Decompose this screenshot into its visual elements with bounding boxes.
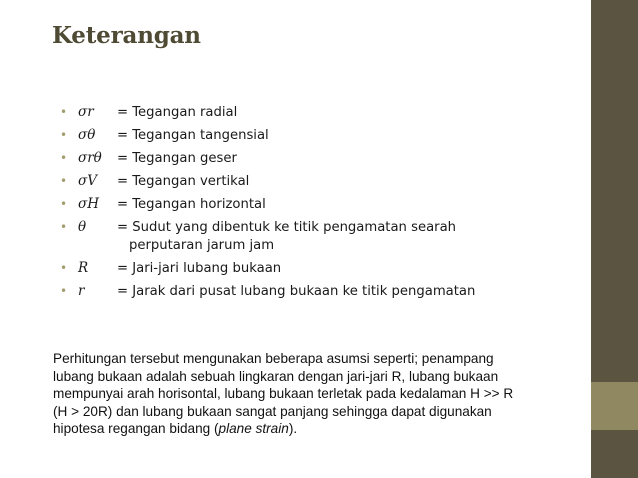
definition: [117, 193, 580, 216]
definition: [117, 124, 580, 147]
symbol: σr: [78, 104, 94, 120]
emphasis-text: plane strain: [218, 421, 289, 437]
symbol: R: [78, 260, 89, 276]
definition: [117, 280, 580, 303]
list-item: [60, 147, 580, 170]
bullet-icon: •: [60, 261, 68, 275]
definition-list: [60, 101, 580, 303]
symbol: σrθ: [78, 150, 102, 166]
bullet-icon: •: [60, 105, 68, 119]
slide-title: Keterangan: [52, 22, 201, 49]
symbol: r: [78, 283, 85, 299]
definition-text: = Tegangan radial: [117, 105, 238, 120]
list-item: [60, 170, 580, 193]
definition-text: = Jarak dari pusat lubang bukaan ke titik pengamatan: [117, 284, 476, 299]
paragraph-line: lubang bukaan adalah sebuah lingkaran dengan jari-jari R, lubang bukaan: [53, 368, 499, 384]
definition-continuation: perputaran jarum jam: [129, 238, 275, 253]
definition: [117, 147, 580, 170]
paragraph-line: mempunyai arah horisontal, lubang bukaan terletak pada kedalaman H >> R: [53, 386, 514, 402]
bullet-icon: •: [60, 128, 68, 142]
list-item: [60, 193, 580, 216]
assumptions-paragraph: [53, 350, 605, 438]
bullet-icon: •: [60, 174, 68, 188]
list-item: [60, 216, 580, 257]
definition: [117, 101, 580, 124]
list-item: [60, 280, 580, 303]
paragraph-line: (H > 20R) dan lubang bukaan sangat panjang sehingga dapat digunakan: [53, 403, 492, 419]
bullet-icon: •: [60, 220, 68, 234]
list-item: [60, 124, 580, 147]
symbol: σH: [78, 196, 99, 212]
definition-text: = Jari-jari lubang bukaan: [117, 261, 282, 276]
definition-text: = Tegangan vertikal: [117, 174, 250, 189]
bullet-icon: •: [60, 151, 68, 165]
definition: [117, 170, 580, 193]
bullet-icon: •: [60, 197, 68, 211]
definition: [117, 216, 580, 257]
bullet-icon: •: [60, 284, 68, 298]
symbol: θ: [78, 219, 87, 235]
paragraph-line: Perhitungan tersebut mengunakan beberapa asumsi seperti; penampang: [53, 351, 494, 366]
symbol: σV: [78, 173, 97, 189]
list-item: [60, 257, 580, 280]
definition-text: = Sudut yang dibentuk ke titik pengamatan searah: [117, 220, 457, 235]
definition-text: = Tegangan geser: [117, 151, 237, 166]
definition-text: = Tegangan horizontal: [117, 197, 266, 212]
list-item: [60, 101, 580, 124]
definition-text: = Tegangan tangensial: [117, 128, 269, 143]
paragraph-line: hipotesa regangan bidang (plane strain).: [53, 421, 298, 437]
definition: [117, 257, 580, 280]
symbol: σθ: [78, 127, 96, 143]
